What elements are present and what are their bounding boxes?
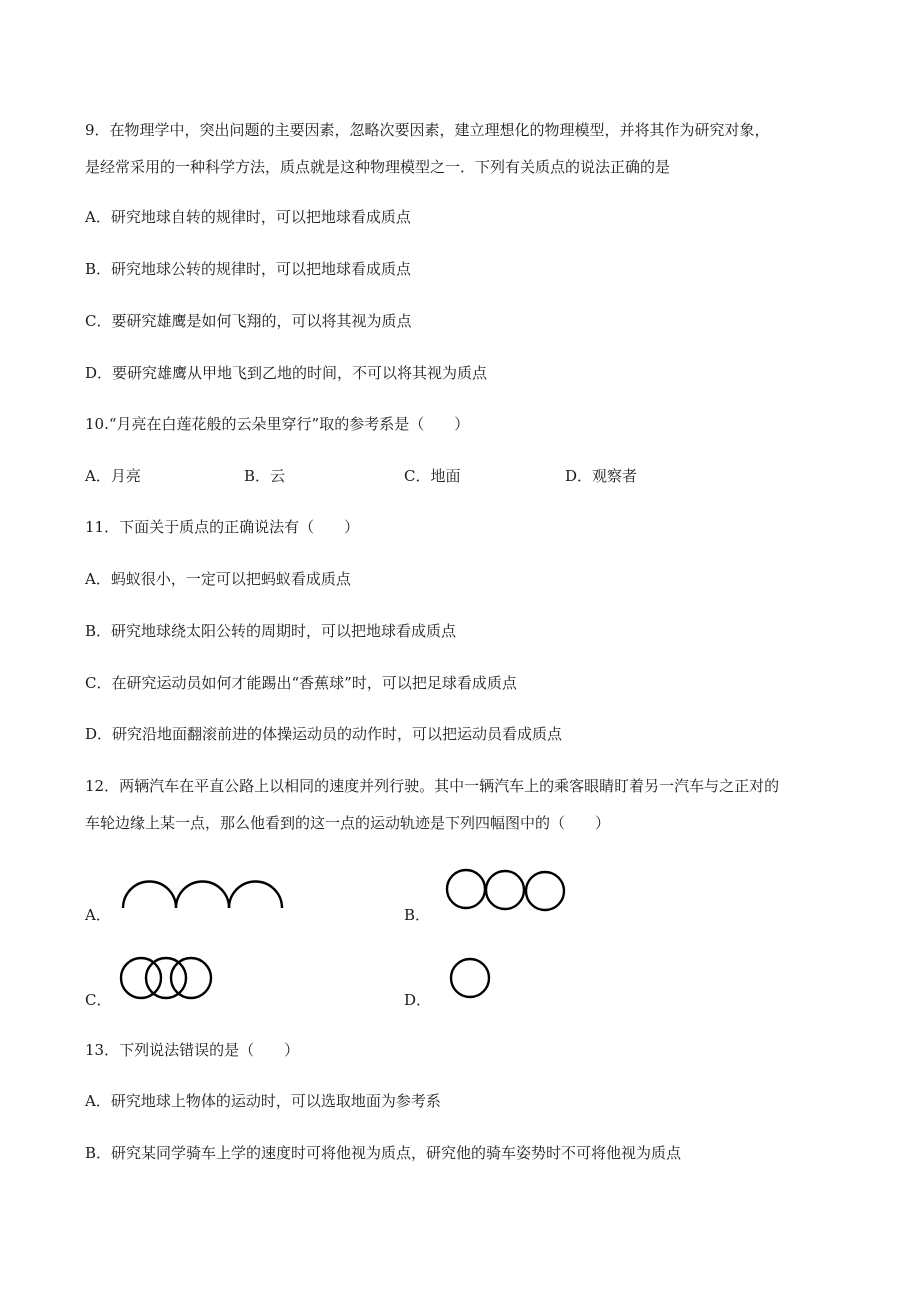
q9-option-c: C．要研究雄鹰是如何飞翔的，可以将其视为质点 [85, 312, 412, 330]
arch-1 [123, 882, 176, 909]
q11-option-c: C．在研究运动员如何才能踢出“香蕉球”时，可以把足球看成质点 [85, 674, 517, 692]
q10-option-b: B．云 [244, 467, 286, 485]
q10-option-c: C．地面 [404, 467, 461, 485]
arch-3 [229, 882, 282, 909]
q12-figure-d-circle [448, 956, 494, 1002]
q10-option-d: D．观察者 [565, 467, 638, 485]
q10-stem: 10.“月亮在白莲花般的云朵里穿行”取的参考系是（ ） [85, 415, 470, 433]
q12-figure-b-label: B． [404, 906, 431, 924]
q12-stem-line2: 车轮边缘上某一点，那么他看到的这一点的运动轨迹是下列四幅图中的（ ） [85, 814, 611, 832]
q13-option-a: A．研究地球上物体的运动时，可以选取地面为参考系 [85, 1092, 441, 1110]
q9-option-a: A．研究地球自转的规律时，可以把地球看成质点 [85, 208, 411, 226]
circle-1 [451, 959, 489, 997]
q12-figure-a-label: A． [85, 906, 111, 924]
q11-option-b: B．研究地球绕太阳公转的周期时，可以把地球看成质点 [85, 622, 457, 640]
q12-stem-line1: 12．两辆汽车在平直公路上以相同的速度并列行驶。其中一辆汽车上的乘客眼睛盯着另一汽车与之正对的 [85, 777, 780, 795]
q9-option-b: B．研究地球公转的规律时，可以把地球看成质点 [85, 260, 412, 278]
circle-1 [447, 870, 485, 908]
circle-2 [146, 958, 186, 998]
circle-1 [121, 958, 161, 998]
q12-figure-c-label: C． [85, 991, 112, 1009]
q12-figure-d-label: D． [404, 991, 432, 1009]
q11-option-d: D．研究沿地面翻滚前进的体操运动员的动作时，可以把运动员看成质点 [85, 725, 563, 743]
q9-option-d: D．要研究雄鹰从甲地飞到乙地的时间，不可以将其视为质点 [85, 364, 488, 382]
q9-stem-line1: 9．在物理学中，突出问题的主要因素，忽略次要因素，建立理想化的物理模型，并将其作为研究对象， [85, 121, 770, 139]
q13-stem: 13．下列说法错误的是（ ） [85, 1041, 300, 1059]
q11-option-a: A．蚂蚁很小，一定可以把蚂蚁看成质点 [85, 570, 351, 588]
q13-option-b: B．研究某同学骑车上学的速度时可将他视为质点，研究他的骑车姿势时不可将他视为质点 [85, 1144, 682, 1162]
q9-stem-line2: 是经常采用的一种科学方法，质点就是这种物理模型之一．下列有关质点的说法正确的是 [85, 158, 671, 176]
circle-3 [171, 958, 211, 998]
q12-figure-c-overlapping-circles [118, 955, 218, 1003]
q12-figure-b-circles [445, 868, 570, 914]
q12-figure-a-arches [118, 870, 288, 912]
circle-2 [486, 871, 524, 909]
circle-3 [526, 872, 564, 910]
arch-2 [176, 882, 229, 909]
q10-option-a: A．月亮 [85, 467, 141, 485]
q11-stem: 11．下面关于质点的正确说法有（ ） [85, 518, 360, 536]
